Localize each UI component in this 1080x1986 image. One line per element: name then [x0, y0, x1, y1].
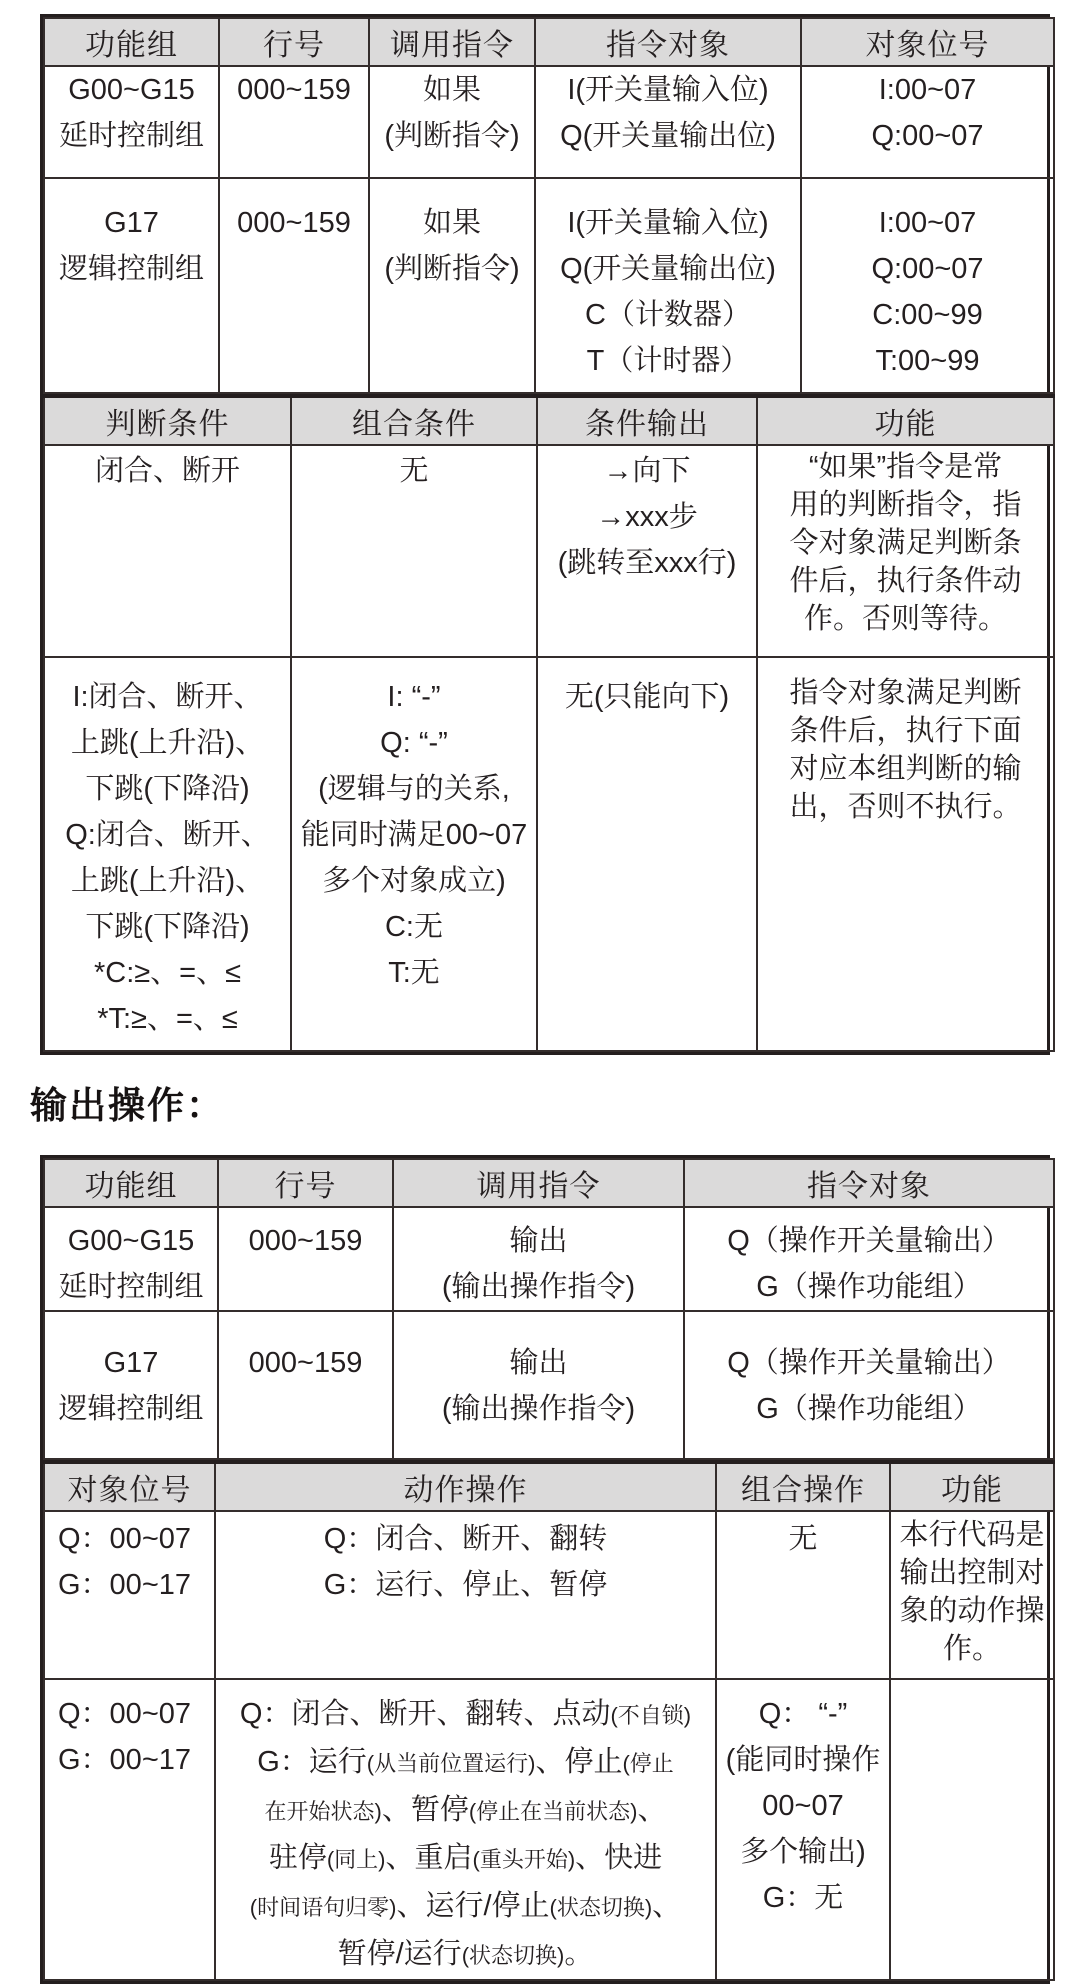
text-line: 用的判断指令，指 [789, 489, 1022, 521]
text-line: →xxx步 [596, 501, 698, 533]
text-line: (能同时操作 [725, 1744, 881, 1776]
cell-line-number [219, 66, 369, 178]
cell-function-group [44, 178, 219, 393]
cell-function-group [44, 1207, 218, 1311]
column-header-combination-condition: 组合条件 [291, 396, 537, 445]
text-line: Q（操作开关量输出） [727, 1347, 1011, 1379]
cell-function-desc [890, 1679, 1054, 1980]
text-segment: 、重启 [385, 1842, 473, 1874]
column-header-function-group: 功能组 [44, 18, 219, 66]
text-line: Q：00~07 [58, 1523, 192, 1555]
text-line [219, 1931, 712, 1979]
table-row [44, 657, 1054, 1051]
text-line: 如果 [422, 74, 481, 106]
text-line: 上跳(上升沿)、 [70, 727, 265, 759]
column-header-call-instruction: 调用指令 [369, 18, 535, 66]
cell-call-instruction [393, 1207, 684, 1311]
text-line: 多个对象成立) [322, 865, 506, 897]
text-line: 00~07 [762, 1790, 844, 1822]
judgment-instruction-table [40, 14, 1050, 1055]
text-line: T（计时器） [586, 345, 750, 377]
text-segment: Q：闭合、断开、翻转、点动 [239, 1698, 611, 1730]
cell-instruction-object [535, 178, 801, 393]
text-segment-small: (从当前位置运行) [366, 1751, 536, 1776]
text-line: Q:闭合、断开、 [65, 819, 270, 851]
column-header-combination-operation: 组合操作 [716, 1462, 890, 1511]
text-line: 本行代码是 [899, 1519, 1045, 1551]
column-header-line-number: 行号 [218, 1159, 393, 1207]
cell-line-number [218, 1311, 393, 1459]
text-segment-small: (时间语句归零) [249, 1895, 397, 1920]
text-line: 作。否则等待。 [803, 603, 1007, 635]
column-header-judgment-condition: 判断条件 [44, 396, 291, 445]
column-header-instruction-object: 指令对象 [684, 1159, 1054, 1207]
cell-function-group [44, 66, 219, 178]
text-line: 输出控制对 [899, 1557, 1045, 1589]
cell-object-bit [801, 178, 1054, 393]
text-line: Q:00~07 [871, 120, 984, 152]
text-line: (输出操作指令) [441, 1393, 636, 1425]
text-line: 下跳(下降沿) [85, 773, 250, 805]
text-line: G17 [103, 1347, 159, 1379]
column-header-line-number: 行号 [219, 18, 369, 66]
text-line: 对应本组判断的输 [789, 753, 1022, 785]
text-line: 作。 [942, 1633, 1001, 1665]
text-line: 闭合、断开 [94, 455, 240, 487]
text-line [219, 1835, 712, 1883]
text-segment: 、 [652, 1890, 682, 1922]
text-line: (跳转至xxx行) [557, 547, 737, 579]
text-line: G：运行、停止、暂停 [323, 1569, 608, 1601]
text-segment: 。 [564, 1938, 594, 1970]
text-line: 多个输出) [740, 1836, 866, 1868]
text-line: 无(只能向下) [564, 681, 730, 713]
cell-call-instruction [369, 178, 535, 393]
text-line: T:无 [388, 957, 440, 989]
output-operation-heading: 输出操作： [30, 1085, 225, 1126]
text-line: (输出操作指令) [441, 1271, 636, 1303]
text-line: 延时控制组 [58, 1271, 204, 1303]
cell-call-instruction [369, 66, 535, 178]
column-header-function: 功能 [757, 396, 1054, 445]
cell-function-desc [757, 657, 1054, 1051]
text-line: 逻辑控制组 [58, 253, 204, 285]
text-line: *C:≥、=、≤ [93, 957, 242, 989]
text-line [219, 1691, 712, 1739]
text-segment-small: (停止在当前状态) [468, 1799, 638, 1824]
text-line: 令对象满足判断条 [789, 527, 1022, 559]
table-row [44, 178, 1054, 393]
text-line: C:无 [384, 911, 443, 943]
column-header-object-bit: 对象位号 [44, 1462, 215, 1511]
output-instruction-table [40, 1155, 1050, 1984]
text-line: 000~159 [237, 207, 351, 239]
cell-judgment-condition [44, 445, 291, 657]
text-line: 能同时满足00~07 [300, 819, 528, 851]
text-line: 延时控制组 [58, 120, 204, 152]
text-segment: 、运行/停止 [396, 1890, 550, 1922]
cell-function-desc [757, 445, 1054, 657]
cell-condition-output [537, 657, 757, 1051]
text-line: Q：00~07 [58, 1698, 192, 1730]
text-line: I:00~07 [878, 74, 977, 106]
text-line: I:闭合、断开、 [72, 681, 263, 713]
text-line: C（计数器） [585, 299, 751, 331]
text-line: Q：闭合、断开、翻转 [323, 1523, 608, 1555]
cell-action-operation [215, 1679, 716, 1980]
table-row [44, 1207, 1054, 1311]
table-row [44, 1679, 1054, 1980]
text-line: “如果”指令是常 [808, 451, 1003, 483]
column-header-instruction-object: 指令对象 [535, 18, 801, 66]
text-line: (判断指令) [384, 120, 520, 152]
text-line: G00~G15 [68, 74, 195, 106]
text-line: 上跳(上升沿)、 [70, 865, 265, 897]
text-segment-small: (同上) [326, 1847, 386, 1872]
text-line: (逻辑与的关系, [318, 773, 510, 805]
text-line: 输出 [509, 1225, 568, 1257]
cell-function-group [44, 1311, 218, 1459]
text-line: G：无 [762, 1882, 844, 1914]
text-segment: G：运行 [257, 1746, 367, 1778]
text-line: 000~159 [248, 1347, 363, 1379]
text-line: I(开关量输入位) [567, 74, 769, 106]
column-header-condition-output: 条件输出 [537, 396, 757, 445]
text-line: G：00~17 [58, 1744, 192, 1776]
text-line: T:00~99 [875, 345, 980, 377]
cell-combination-operation [716, 1679, 890, 1980]
cell-object-bit [44, 1511, 215, 1679]
header-row [44, 1159, 1054, 1207]
table-row [44, 445, 1054, 657]
judgment-condition-table [43, 394, 1055, 1052]
text-line: G：00~17 [58, 1569, 192, 1601]
text-segment: 、快进 [575, 1842, 663, 1874]
cell-line-number [218, 1207, 393, 1311]
text-line: 逻辑控制组 [58, 1393, 204, 1425]
column-header-function: 功能 [890, 1462, 1054, 1511]
text-line: Q(开关量输出位) [560, 253, 776, 285]
text-line: G（操作功能组） [756, 1393, 982, 1425]
cell-object-bit [44, 1679, 215, 1980]
cell-judgment-condition [44, 657, 291, 1051]
text-line: I: “-” [387, 681, 441, 713]
call-instruction-table [43, 17, 1055, 394]
table-row [44, 66, 1054, 178]
text-segment: 驻停 [268, 1842, 327, 1874]
text-line: Q： “-” [758, 1698, 848, 1730]
cell-call-instruction [393, 1311, 684, 1459]
header-row [44, 1462, 1054, 1511]
text-segment: 、停止 [535, 1746, 623, 1778]
text-line: 如果 [422, 207, 481, 239]
text-line: Q: “-” [380, 727, 448, 759]
text-line: Q（操作开关量输出） [727, 1225, 1011, 1257]
cell-combination-condition [291, 445, 537, 657]
cell-object-bit [801, 66, 1054, 178]
column-header-function-group: 功能组 [44, 1159, 218, 1207]
text-line [219, 1787, 712, 1835]
text-line [219, 1739, 712, 1787]
text-line: C:00~99 [872, 299, 983, 331]
text-segment: 暂停/运行 [337, 1938, 462, 1970]
text-line: Q:00~07 [871, 253, 984, 285]
text-line: I:00~07 [878, 207, 977, 239]
text-line: 无 [788, 1523, 818, 1555]
text-line: Q(开关量输出位) [560, 120, 776, 152]
column-header-object-bit: 对象位号 [801, 18, 1054, 66]
text-line: I(开关量输入位) [567, 207, 769, 239]
cell-instruction-object [535, 66, 801, 178]
text-line: 出，否则不执行。 [789, 791, 1022, 823]
cell-action-operation [215, 1511, 716, 1679]
text-line: (判断指令) [384, 253, 520, 285]
text-segment-small: (停止 [622, 1751, 674, 1776]
cell-combination-condition [291, 657, 537, 1051]
cell-line-number [219, 178, 369, 393]
text-line: →向下 [603, 455, 691, 487]
text-line: G（操作功能组） [756, 1271, 982, 1303]
column-header-call-instruction: 调用指令 [393, 1159, 684, 1207]
text-line: 下跳(下降沿) [85, 911, 250, 943]
text-segment-small: (状态切换) [549, 1895, 653, 1920]
column-header-action-operation: 动作操作 [215, 1462, 716, 1511]
text-line: 输出 [509, 1347, 568, 1379]
action-operation-table [43, 1460, 1055, 1981]
text-line: 象的动作操 [899, 1595, 1045, 1627]
header-row [44, 18, 1054, 66]
cell-function-desc [890, 1511, 1054, 1679]
table-row [44, 1311, 1054, 1459]
text-line: 件后，执行条件动 [789, 565, 1022, 597]
cell-instruction-object [684, 1207, 1054, 1311]
output-call-table [43, 1158, 1055, 1460]
text-segment-small: (状态切换) [461, 1943, 565, 1968]
text-line: G17 [104, 207, 159, 239]
text-line: 条件后，执行下面 [789, 715, 1022, 747]
text-segment-small: (重头开始) [472, 1847, 576, 1872]
cell-combination-operation [716, 1511, 890, 1679]
text-line: 无 [399, 455, 429, 487]
text-line: G00~G15 [67, 1225, 195, 1257]
table-row [44, 1511, 1054, 1679]
text-line: 指令对象满足判断 [789, 677, 1022, 709]
cell-instruction-object [684, 1311, 1054, 1459]
text-segment-small: (不自锁) [610, 1703, 692, 1728]
text-line: 000~159 [237, 74, 351, 106]
text-line [219, 1883, 712, 1931]
text-segment: 、暂停 [381, 1794, 469, 1826]
cell-condition-output [537, 445, 757, 657]
text-line: *T:≥、=、≤ [97, 1003, 238, 1035]
header-row [44, 396, 1054, 445]
text-segment: 、 [637, 1794, 667, 1826]
text-segment-small: 在开始状态) [264, 1799, 382, 1824]
text-line: 000~159 [248, 1225, 363, 1257]
